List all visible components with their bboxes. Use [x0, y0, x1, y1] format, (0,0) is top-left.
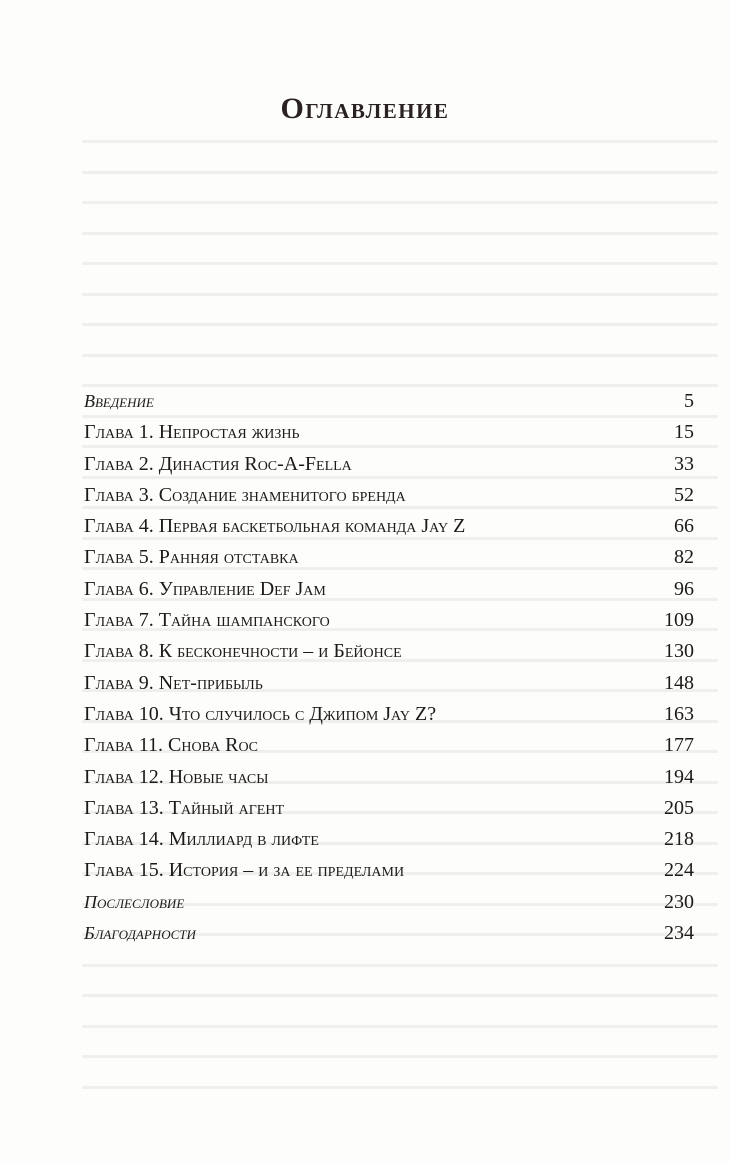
toc-entry-page: 218	[664, 828, 694, 851]
table-of-contents	[84, 386, 694, 949]
toc-entry-label: Глава 1. Непростая жизнь	[84, 421, 300, 444]
toc-entry-page: 5	[684, 390, 694, 412]
toc-entry-label: Глава 7. Тайна шампанского	[84, 609, 330, 632]
toc-entry	[84, 605, 694, 636]
toc-entry-label: Глава 8. К бесконечности – и Бейонсе	[84, 640, 402, 663]
toc-entry-page: 82	[674, 546, 694, 569]
show-through-line	[82, 323, 718, 326]
toc-entry-label: Глава 5. Ранняя отставка	[84, 546, 299, 569]
toc-entry-page: 224	[664, 859, 694, 882]
show-through-line	[82, 1055, 718, 1058]
toc-entry	[84, 887, 694, 918]
toc-entry-label: Глава 6. Управление Def Jam	[84, 577, 326, 600]
toc-entry	[84, 918, 694, 949]
toc-entry-page: 163	[664, 702, 694, 725]
toc-entry-label: Глава 14. Миллиард в лифте	[84, 828, 319, 851]
show-through-line	[82, 293, 718, 296]
toc-entry-page: 130	[664, 640, 694, 663]
show-through-line	[82, 1086, 718, 1089]
toc-entry	[84, 699, 694, 730]
show-through-line	[82, 201, 718, 204]
toc-entry-page: 230	[664, 890, 694, 913]
toc-entry-label: Послесловие	[84, 891, 185, 912]
toc-entry	[84, 386, 694, 417]
toc-entry	[84, 511, 694, 542]
toc-entry-page: 15	[674, 421, 694, 444]
show-through-line	[82, 171, 718, 174]
toc-entry-label: Глава 4. Первая баскетбольная команда Jay Z	[84, 515, 466, 538]
toc-entry	[84, 824, 694, 855]
toc-entry-label: Глава 3. Создание знаменитого бренда	[84, 483, 406, 506]
toc-entry-label: Глава 12. Новые часы	[84, 765, 269, 788]
toc-entry-page: 96	[674, 577, 694, 600]
toc-entry	[84, 793, 694, 824]
show-through-line	[82, 354, 718, 357]
show-through-line	[82, 964, 718, 967]
show-through-line	[82, 140, 718, 143]
toc-entry	[84, 668, 694, 699]
toc-entry	[84, 449, 694, 480]
toc-entry-page: 234	[664, 922, 694, 945]
toc-entry	[84, 480, 694, 511]
toc-entry-page: 33	[674, 452, 694, 475]
toc-entry	[84, 855, 694, 886]
toc-entry	[84, 417, 694, 448]
toc-entry-label: Глава 10. Что случилось с Джипом Jay Z?	[84, 702, 437, 725]
toc-entry-label: Глава 9. Net-прибыль	[84, 671, 263, 694]
toc-entry	[84, 762, 694, 793]
toc-entry-page: 52	[674, 483, 694, 506]
show-through-line	[82, 1025, 718, 1028]
toc-entry	[84, 542, 694, 573]
page-title: Оглавление	[280, 92, 450, 125]
show-through-line	[82, 232, 718, 235]
toc-entry-label: Глава 2. Династия Roc-A-Fella	[84, 452, 352, 475]
toc-entry	[84, 574, 694, 605]
toc-entry-label: Глава 13. Тайный агент	[84, 796, 285, 819]
toc-entry-page: 66	[674, 515, 694, 538]
toc-entry-label: Благодарности	[84, 923, 196, 944]
toc-entry	[84, 730, 694, 761]
toc-entry-page: 205	[664, 796, 694, 819]
toc-entry-label: Глава 11. Снова Roc	[84, 734, 258, 757]
toc-entry-page: 148	[664, 671, 694, 694]
toc-entry	[84, 636, 694, 667]
toc-entry-label: Введение	[84, 391, 154, 411]
show-through-line	[82, 262, 718, 265]
toc-entry-label: Глава 15. История – и за ее пределами	[84, 859, 405, 882]
toc-entry-page: 109	[664, 609, 694, 632]
show-through-line	[82, 994, 718, 997]
toc-entry-page: 177	[664, 734, 694, 757]
toc-entry-page: 194	[664, 765, 694, 788]
